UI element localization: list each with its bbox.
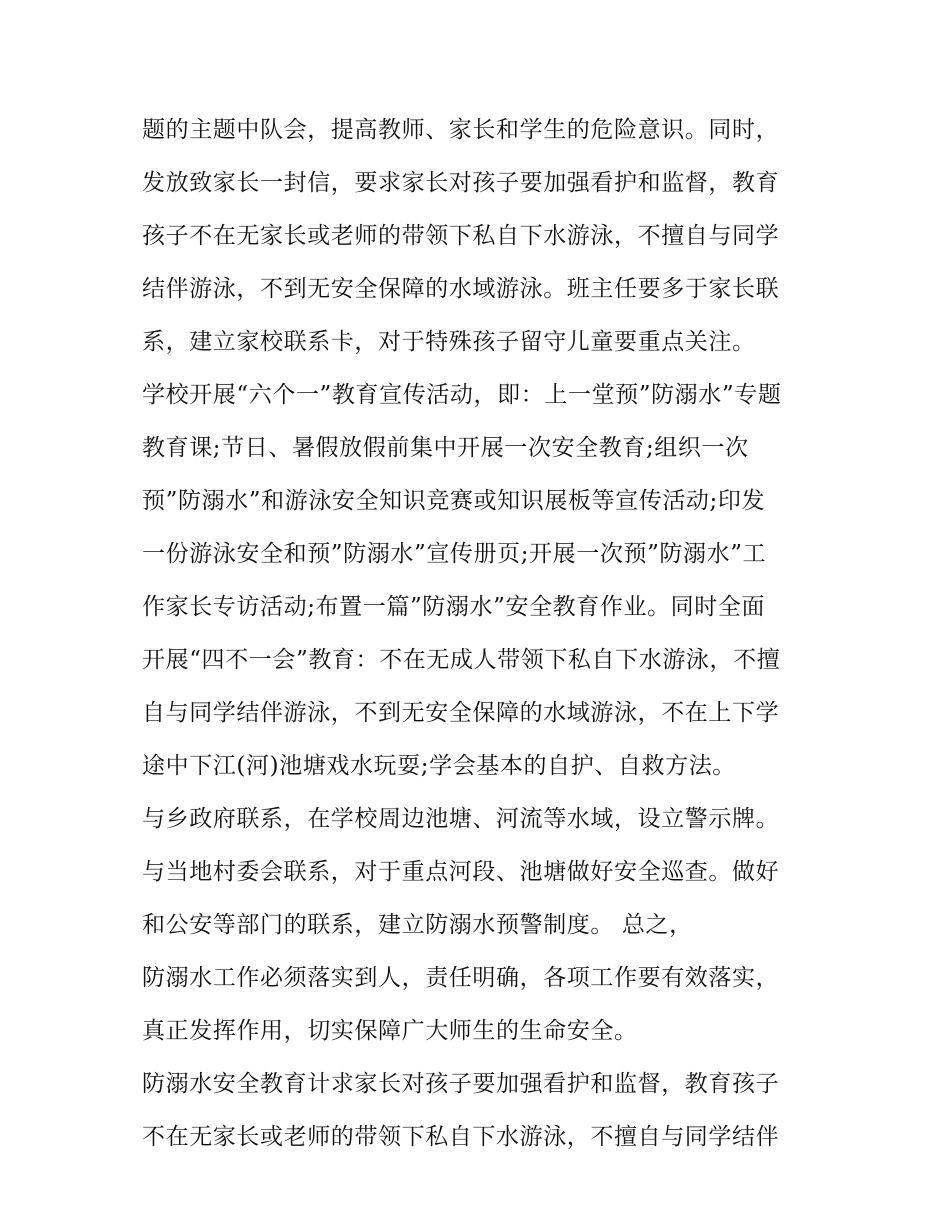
text-line: 与乡政府联系，在学校周边池塘、河流等水域，设立警示牌。 [142,806,780,832]
text-line: 与当地村委会联系，对于重点河段、池塘做好安全巡查。做好 [142,859,780,885]
text-line: 防溺水工作必须落实到人，责任明确，各项工作要有效落实， [142,965,780,991]
text-line: 一份游泳安全和预”防溺水”宣传册页;开展一次预”防溺水”工 [142,541,767,567]
text-line: 途中下江(河)池塘戏水玩耍;学会基本的自护、自救方法。 [142,753,736,779]
text-line: 题的主题中队会，提高教师、家长和学生的危险意识。同时， [142,117,780,143]
text-line: 预”防溺水”和游泳安全知识竞赛或知识展板等宣传活动;印发 [142,488,766,514]
text-line: 作家长专访活动;布置一篇”防溺水”安全教育作业。同时全面 [142,594,766,620]
text-line: 孩子不在无家长或老师的带领下私自下水游泳，不擅自与同学 [142,223,780,249]
text-line: 防溺水安全教育计求家长对孩子要加强看护和监督，教育孩子 [142,1071,780,1097]
text-line: 开展“四不一会”教育：不在无成人带领下私自下水游泳，不擅 [142,647,781,673]
text-line: 结伴游泳，不到无安全保障的水域游泳。班主任要多于家长联 [142,276,780,302]
text-line: 和公安等部门的联系，建立防溺水预警制度。 总之， [142,912,693,938]
text-line: 不在无家长或老师的带领下私自下水游泳，不擅自与同学结伴 [142,1124,780,1150]
text-line: 发放致家长一封信，要求家长对孩子要加强看护和监督，教育 [142,170,780,196]
text-line: 教育课;节日、暑假放假前集中开展一次安全教育;组织一次 [142,435,749,461]
text-line: 真正发挥作用，切实保障广大师生的生命安全。 [142,1018,638,1044]
text-line: 系，建立家校联系卡，对于特殊孩子留守儿童要重点关注。 [142,329,756,355]
body-text [142,104,822,1164]
text-line: 学校开展“六个一”教育宣传活动，即：上一堂预”防溺水”专题 [142,382,782,408]
text-line: 自与同学结伴游泳，不到无安全保障的水域游泳，不在上下学 [142,700,780,726]
